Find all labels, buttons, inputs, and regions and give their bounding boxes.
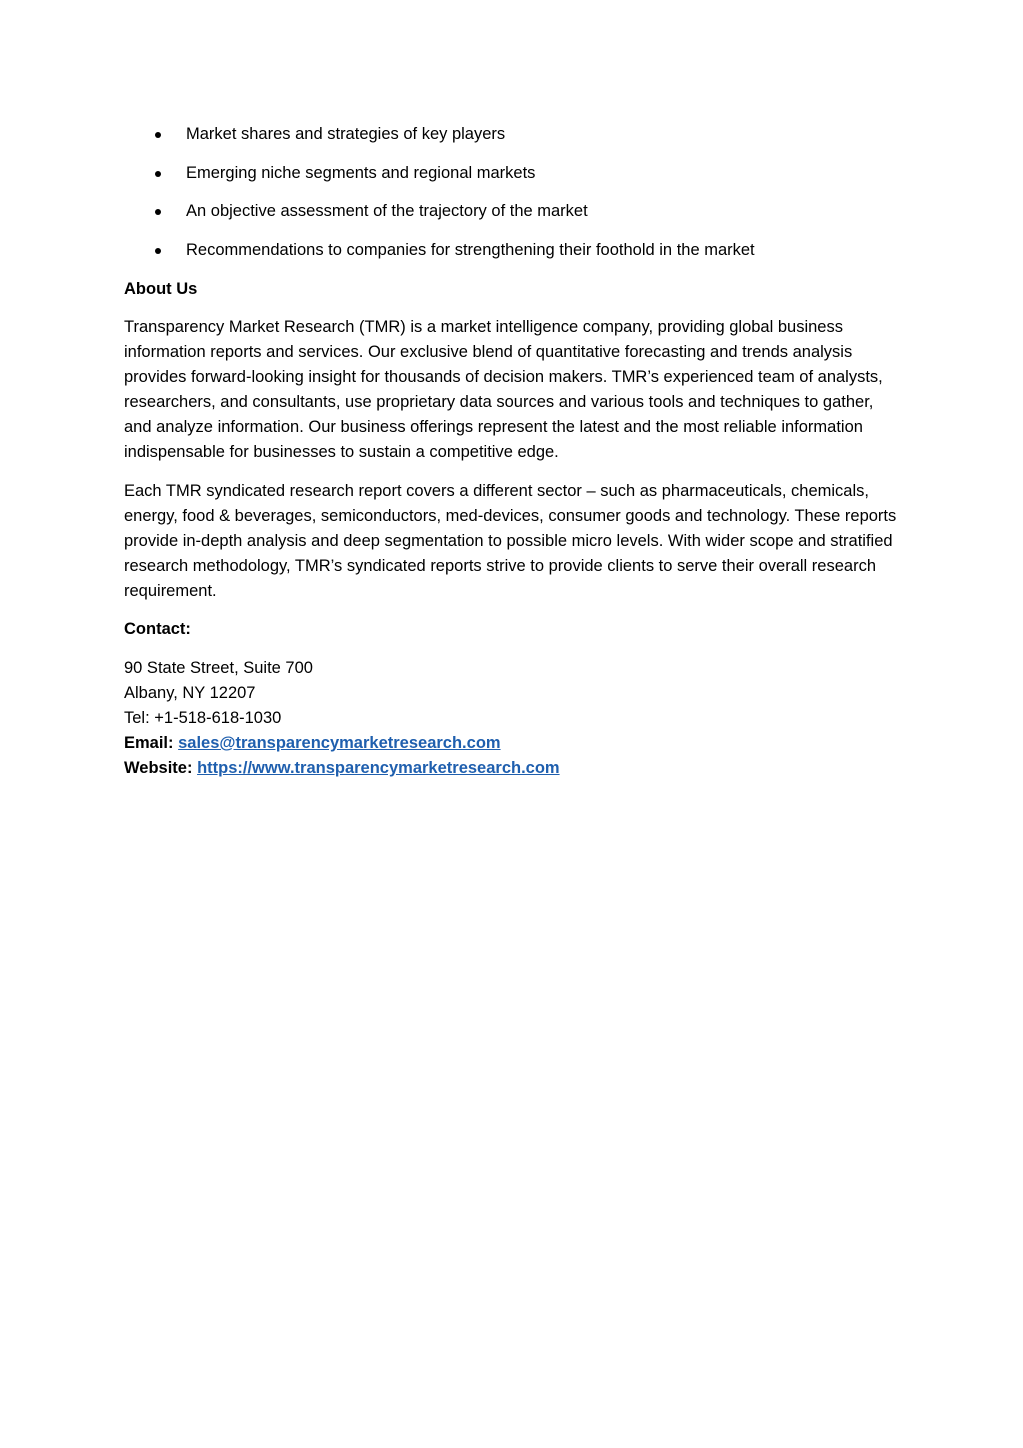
bullet-item (124, 238, 904, 263)
website-line (124, 756, 904, 781)
email-line (124, 731, 904, 756)
contact-details (124, 656, 904, 781)
bullet-list (124, 122, 904, 263)
telephone: Tel: +1-518-618-1030 (124, 708, 282, 727)
about-paragraph-1: Transparency Market Research (TMR) is a market intelligence company, providing global business information reports and services. Our exclusive blend of quantitative forecasting and trends analysis provides forward-looking insight for thousands of decision makers. TMR’s experienced team of analysts, researchers, and consultants, use proprietary data sources and various tools and techniques to gather, and analyze information. Our business offerings represent the latest and the most reliable information indispensable for businesses to sustain a competitive edge. (124, 318, 883, 462)
bullet-text: Recommendations to companies for strengthening their foothold in the market (186, 241, 755, 260)
website-link[interactable]: https://www.transparencymarketresearch.com (197, 758, 560, 777)
about-us-heading: About Us (124, 279, 198, 298)
bullet-item (124, 122, 904, 147)
bullet-icon (155, 171, 161, 177)
address-line-1: 90 State Street, Suite 700 (124, 658, 313, 677)
bullet-item (124, 161, 904, 186)
bullet-text: Market shares and strategies of key players (186, 125, 506, 143)
bullet-icon (155, 248, 161, 254)
bullet-icon (155, 209, 161, 215)
contact-heading: Contact: (124, 620, 191, 639)
about-paragraph-2: Each TMR syndicated research report covers a different sector – such as pharmaceuticals, chemicals, energy, food & beverages, semiconductors, med-devices, consumer goods and technology. These reports provide in-depth analysis and deep segmentation to possible micro levels. With wider scope and stratified research methodology, TMR’s syndicated reports strive to provide clients to serve their overall research requirement. (124, 481, 897, 600)
address-line-2: Albany, NY 12207 (124, 683, 256, 702)
bullet-icon (155, 132, 161, 138)
email-link[interactable]: sales@transparencymarketresearch.com (178, 733, 501, 752)
bullet-text: An objective assessment of the trajectory of the market (186, 202, 588, 221)
website-label: Website: (124, 758, 193, 777)
email-label: Email: (124, 733, 174, 752)
document-page (124, 122, 904, 781)
bullet-item (124, 199, 904, 224)
bullet-text: Emerging niche segments and regional markets (186, 163, 536, 182)
